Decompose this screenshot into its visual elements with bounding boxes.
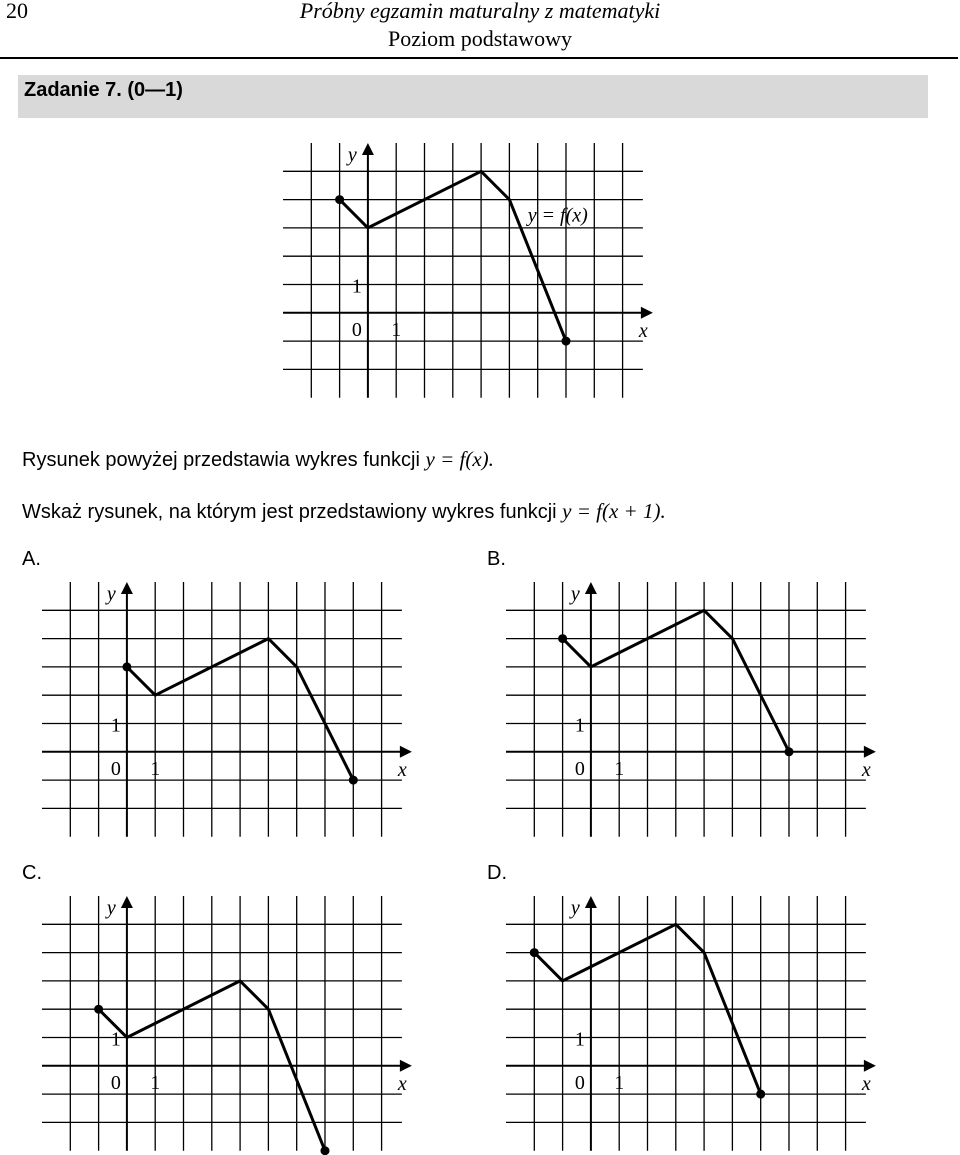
option-d-label[interactable]: D. [487,862,507,884]
endpoint-end [756,1090,765,1099]
option-d-graph[interactable] [506,896,894,1151]
y-axis-label: y [106,582,116,605]
grid [42,582,402,837]
y-axis-arrow [585,896,597,908]
y-tick-label-1: 1 [574,1028,585,1051]
endpoint-start [94,1005,103,1014]
y-axis-arrow [121,582,133,594]
endpoint-end [320,1146,329,1155]
header-title [0,0,960,24]
y-axis-arrow [362,143,374,155]
endpoint-end [784,747,793,756]
y-axis-label: y [347,143,357,166]
option-a-label[interactable]: A. [22,548,41,570]
page-number: 20 [6,0,28,23]
x-axis-arrow [864,1060,876,1072]
y-axis-label: y [106,896,116,919]
header-title-text: Próbny egzamin maturalny z matematyki [299,0,661,23]
task-header-bar [18,75,928,118]
main-function-graph [283,143,671,398]
x-axis-arrow [400,746,412,758]
x-axis-arrow [641,307,653,319]
origin-label: 0 [351,318,362,341]
y-axis-arrow [121,896,133,908]
origin-label: 0 [574,1071,585,1094]
task-statement-line-1 [22,447,494,472]
y-tick-label-1: 1 [110,1028,121,1051]
y-axis-label: y [570,582,580,605]
y-axis-label: y [570,896,580,919]
x-tick-label-1: 1 [614,1071,625,1094]
option-c-label[interactable]: C. [22,862,42,884]
x-axis-label: x [861,758,871,781]
origin-label: 0 [574,757,585,780]
y-tick-label-1: 1 [351,275,362,298]
x-axis-label: x [861,1072,871,1095]
header-subtitle: Poziom podstawowy [388,26,572,51]
statement-text-2: Wskaż rysunek, na którym jest przedstawiony wykres funkcji [22,501,557,523]
endpoint-end [349,776,358,785]
endpoint-start [122,662,131,671]
x-axis-arrow [864,746,876,758]
statement-math-2: y = f(x + 1). [562,499,666,523]
header-divider [0,57,958,59]
y-axis-arrow [585,582,597,594]
x-tick-label-1: 1 [614,757,625,780]
x-tick-label-1: 1 [150,1071,161,1094]
origin-label: 0 [110,757,121,780]
task-title: Zadanie 7. (0—1) [24,79,183,101]
endpoint-start [530,948,539,957]
endpoint-start [558,634,567,643]
x-axis-label: x [397,1072,407,1095]
origin-label: 0 [110,1071,121,1094]
function-label: y = f(x) [527,204,588,227]
option-c-graph[interactable] [42,896,430,1151]
endpoint-end [561,337,570,346]
statement-math-1: y = f(x). [425,447,494,471]
x-tick-label-1: 1 [150,757,161,780]
option-b-graph[interactable] [506,582,894,837]
x-tick-label-1: 1 [391,318,402,341]
task-statement-line-2 [22,499,666,524]
statement-text-1: Rysunek powyżej przedstawia wykres funkcji [22,449,420,471]
grid [42,896,402,1151]
x-axis-label: x [397,758,407,781]
option-b-label[interactable]: B. [487,548,506,570]
x-axis-label: x [638,319,648,342]
y-tick-label-1: 1 [110,714,121,737]
y-tick-label-1: 1 [574,714,585,737]
x-axis-arrow [400,1060,412,1072]
option-a-graph[interactable] [42,582,430,837]
endpoint-start [335,195,344,204]
